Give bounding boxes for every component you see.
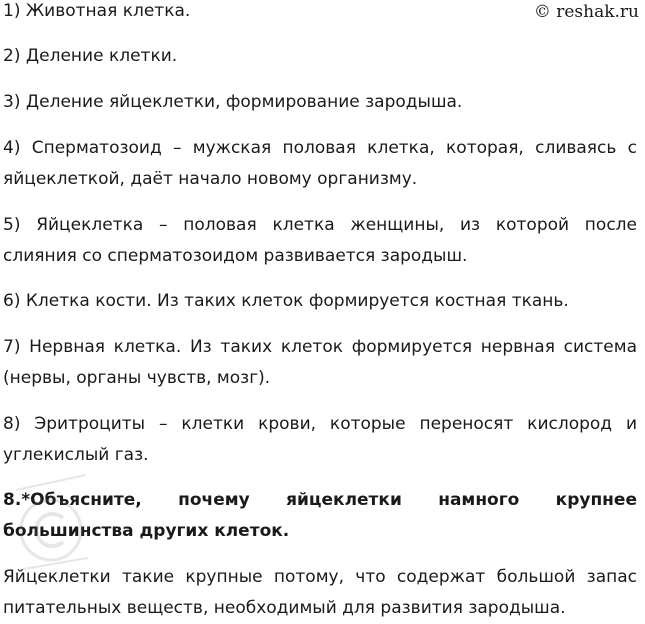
answer-line-2: питательных веществ, необходимый для развития зародыша. <box>3 598 566 618</box>
item-8-line-2: углекислый газ. <box>3 445 149 465</box>
item-5-line-2: слияния со сперматозоидом развивается зародыш. <box>3 246 468 266</box>
watermark: © reshak.ru <box>533 2 639 22</box>
item-8-line-1: 8) Эритроциты – клетки крови, которые переносят кислород и <box>3 414 637 434</box>
question-line-1: 8.*Объясните, почему яйцеклетки намного крупнее <box>3 490 637 510</box>
item-7-line-2: (нервы, органы чувств, мозг). <box>3 368 271 388</box>
item-6-line-1: 6) Клетка кости. Из таких клеток формируется костная ткань. <box>3 291 569 311</box>
item-1-line-1: 1) Животная клетка. <box>3 1 191 21</box>
answer-line-1: Яйцеклетки такие крупные потому, что содержат большой запас <box>3 567 637 587</box>
item-3-line-1: 3) Деление яйцеклетки, формирование зародыша. <box>3 92 463 112</box>
item-5-line-1: 5) Яйцеклетка – половая клетка женщины, из которой после <box>3 215 637 235</box>
item-2-line-1: 2) Деление клетки. <box>3 46 178 66</box>
item-4-line-2: яйцеклеткой, даёт начало новому организму. <box>3 169 418 189</box>
item-7-line-1: 7) Нервная клетка. Из таких клеток формируется нервная система <box>3 337 637 357</box>
question-line-2: большинства других клеток. <box>3 521 290 541</box>
watermark-logo-icon <box>6 470 96 590</box>
item-4-line-1: 4) Сперматозоид – мужская половая клетка, которая, сливаясь с <box>3 138 637 158</box>
